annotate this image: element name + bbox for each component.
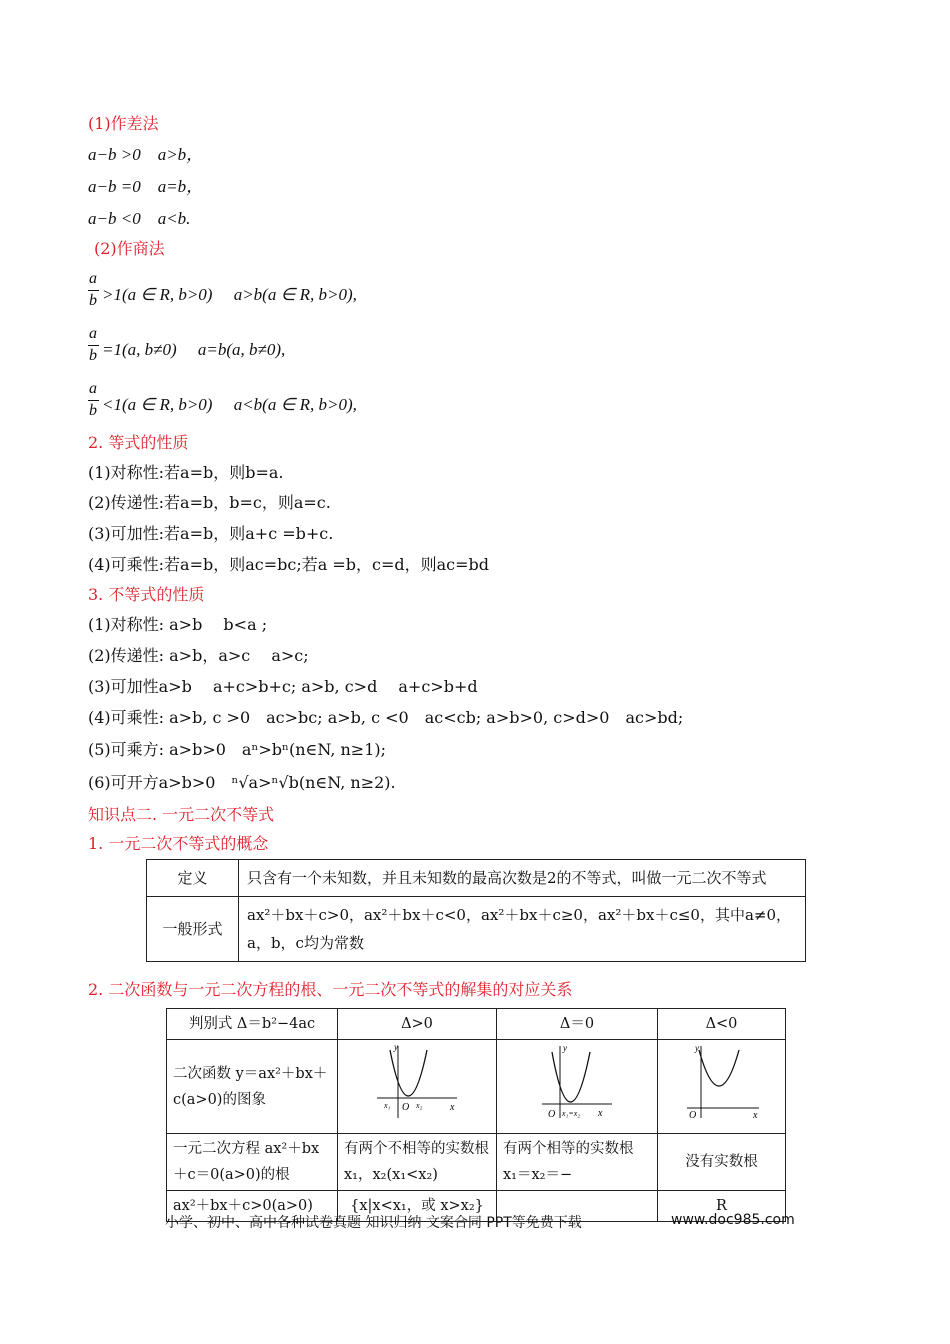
footer-url[interactable]: www.doc985.com: [671, 1212, 795, 1228]
parabola-two-roots-icon: [372, 1042, 462, 1122]
quot-condition: =1(a, b≠0) a=b(a, b≠0),: [102, 340, 286, 359]
fraction-numerator: a: [89, 380, 97, 397]
fraction-numerator: a: [89, 325, 97, 342]
footer: [165, 1212, 795, 1232]
svg-text:y: y: [694, 1043, 699, 1053]
general-form-label: 一般形式: [147, 897, 239, 962]
fraction-denominator: b: [89, 402, 97, 419]
diff-line-3: a−b <0 a<b.: [88, 209, 191, 228]
table-row: [167, 1134, 786, 1191]
equality-item-2: (2)传递性:若a=b，b=c，则a=c.: [88, 493, 331, 512]
header-discriminant: 判别式 Δ＝b²−4ac: [167, 1009, 338, 1040]
equality-item-1: (1)对称性:若a=b，则b=a.: [88, 463, 284, 482]
table-header-row: [167, 1009, 786, 1040]
svg-text:O: O: [688, 1110, 696, 1121]
equality-item-4: (4)可乘性:若a=b，则ac=bc;若a =b，c=d，则ac=bd: [88, 555, 490, 574]
inequality-item-1: (1)对称性: a>b b<a ;: [88, 615, 268, 634]
header-delta-zero: Δ＝0: [497, 1009, 658, 1040]
equality-item-3: (3)可加性:若a=b，则a+c =b+c.: [88, 524, 334, 543]
svg-text:y: y: [563, 1043, 567, 1053]
header-delta-positive: Δ>0: [338, 1009, 497, 1040]
relation-title: 2. 二次函数与一元二次方程的根、一元二次不等式的解集的对应关系: [88, 980, 573, 999]
fraction-bar: [88, 290, 99, 291]
table-row: [147, 897, 806, 962]
ineq-no-root: R: [658, 1191, 786, 1222]
definition-label: 定义: [147, 860, 239, 897]
knowledge-point-2-title: 知识点二. 一元二次不等式: [88, 805, 275, 824]
quot-method-title: (2)作商法: [94, 239, 165, 258]
fraction-denominator: b: [89, 292, 97, 309]
svg-text:y: y: [394, 1042, 398, 1052]
graph-two-roots: [338, 1040, 497, 1134]
diff-line-2: a−b =0 a=b，: [88, 177, 204, 196]
header-delta-negative: Δ<0: [658, 1009, 786, 1040]
relation-table: [166, 1008, 786, 1222]
roots-row-label: 一元二次方程 ax²＋bx＋c＝0(a>0)的根: [167, 1134, 338, 1191]
footer-text: 小学、初中、高中各种试卷真题 知识归纳 文案合同 PPT等免费下载: [165, 1215, 582, 1231]
fraction-numerator: a: [89, 270, 97, 287]
graph-no-root: [658, 1040, 786, 1134]
inequality-item-2: (2)传递性: a>b，a>c a>c;: [88, 646, 309, 665]
diff-method-title: (1)作差法: [88, 114, 159, 133]
svg-text:x₁: x₁: [384, 1101, 391, 1110]
inequality-item-4: (4)可乘性: a>b, c >0 ac>bc; a>b, c <0 ac<cb; a>b>0, c>d>0 ac>bd;: [88, 708, 684, 727]
roots-two-distinct: 有两个不相等的实数根 x₁，x₂(x₁<x₂): [338, 1134, 497, 1191]
diff-line-1: a−b >0 a>b，: [88, 145, 204, 164]
equality-properties-title: 2. 等式的性质: [88, 433, 189, 452]
roots-two-equal: 有两个相等的实数根 x₁＝x₂＝−: [497, 1134, 658, 1191]
fraction-bar: [88, 345, 99, 346]
svg-text:x₁=x₂: x₁=x₂: [562, 1109, 581, 1118]
definition-text: 只含有一个未知数，并且未知数的最高次数是2的不等式，叫做一元二次不等式: [239, 860, 806, 897]
general-form-text: ax²＋bx＋c>0，ax²＋bx＋c<0，ax²＋bx＋c≥0，ax²＋bx＋c≤0，其中a≠0，a，b，c均为常数: [239, 897, 806, 962]
ineq-two-roots: {x|x<x₁，或 x>x₂}: [338, 1191, 497, 1222]
inequality-properties-title: 3. 不等式的性质: [88, 585, 205, 604]
graph-one-root: [497, 1040, 658, 1134]
svg-text:O: O: [402, 1102, 410, 1113]
svg-text:x: x: [598, 1108, 603, 1119]
svg-text:x: x: [450, 1102, 455, 1113]
svg-text:x: x: [752, 1110, 757, 1121]
quot-condition: >1(a ∈ R, b>0) a>b(a ∈ R, b>0),: [102, 285, 357, 304]
parabola-one-root-icon: [532, 1042, 622, 1122]
inequality-item-5: (5)可乘方: a>b>0 aⁿ>bⁿ(n∈N, n≥1);: [88, 740, 387, 759]
fraction-denominator: b: [89, 347, 97, 364]
fraction-bar: [88, 400, 99, 401]
ineq-row-label: ax²＋bx＋c>0(a>0): [167, 1191, 338, 1222]
quot-condition: <1(a ∈ R, b>0) a<b(a ∈ R, b>0),: [102, 395, 357, 414]
svg-text:O: O: [548, 1109, 556, 1120]
concept-table: [146, 859, 806, 962]
parabola-no-root-icon: [677, 1042, 767, 1122]
table-row: [167, 1040, 786, 1134]
table-row: [147, 860, 806, 897]
svg-text:x₂: x₂: [416, 1101, 423, 1110]
concept-title: 1. 一元二次不等式的概念: [88, 834, 269, 853]
inequality-item-6: (6)可开方a>b>0 ⁿ√a>ⁿ√b(n∈N, n≥2).: [88, 773, 396, 792]
graph-row-label: 二次函数 y＝ax²＋bx＋c(a>0)的图象: [167, 1040, 338, 1134]
roots-none: 没有实数根: [658, 1134, 786, 1191]
inequality-item-3: (3)可加性a>b a+c>b+c; a>b, c>d a+c>b+d: [88, 677, 478, 696]
